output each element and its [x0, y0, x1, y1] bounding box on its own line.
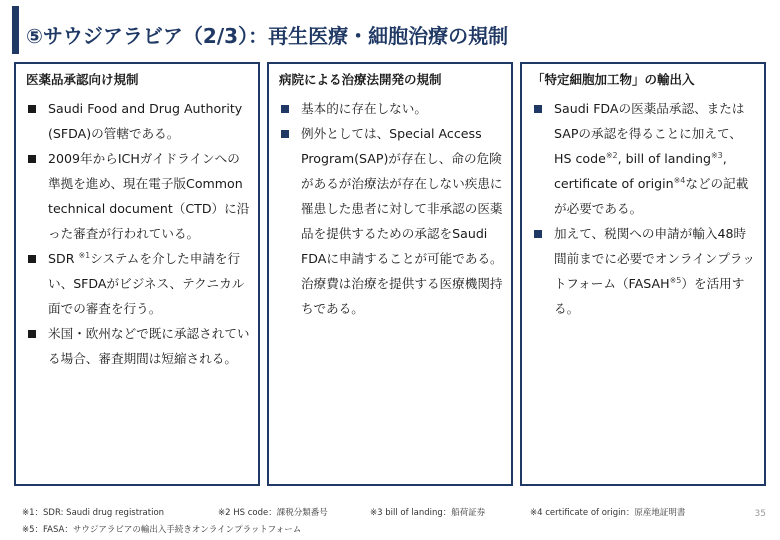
- footnote-ref: ※5: [669, 275, 682, 285]
- bullet-list: [279, 96, 503, 321]
- footnote-ref: ※4: [673, 175, 686, 185]
- square-bullet-icon: [28, 330, 36, 338]
- square-bullet-icon: [281, 105, 289, 113]
- square-bullet-icon: [28, 155, 36, 163]
- page-number: 35: [754, 509, 766, 519]
- footnote: ※5：FASA：サウジアラビアの輸出入手続きオンラインプラットフォーム: [22, 525, 302, 535]
- footnote-ref: ※1: [78, 250, 91, 260]
- square-bullet-icon: [534, 230, 542, 238]
- list-item: 加えて、税関への申請が輸入48時間前までに必要でオンラインプラットフォーム（FASAH$^{※5}$）を活用する。: [532, 221, 756, 321]
- footnote: ※2 HS code：課税分類番号: [218, 508, 328, 518]
- square-bullet-icon: [28, 255, 36, 263]
- footnote-ref: ※2: [605, 150, 618, 160]
- footnote: ※4 certificate of origin：原産地証明書: [530, 508, 686, 518]
- column-drug-approval: [14, 62, 260, 486]
- list-item: Saudi Food and Drug Authority (SFDA)の管轄である。: [26, 96, 250, 146]
- list-item: 基本的に存在しない。: [279, 96, 503, 121]
- list-item: SDR $^{※1}$システムを介した申請を行い、SFDAがビジネス、テクニカル面での審査を行う。: [26, 246, 250, 321]
- square-bullet-icon: [28, 105, 36, 113]
- list-item: Saudi FDAの医薬品承認、またはSAPの承認を得ることに加えて、HS code$^{※2}$, bill of landing$^{※3}$, certificate of origin$^{※4}$などの記載が必要である。: [532, 96, 756, 221]
- slide-title: ⑤サウジアラビア（2/3）：再生医療・細胞治療の規制: [26, 24, 509, 48]
- footnote-ref: ※3: [710, 150, 723, 160]
- bullet-list: [532, 96, 756, 321]
- footnote: ※1：SDR: Saudi drug registration: [22, 508, 165, 518]
- bullet-list: [26, 96, 250, 371]
- list-item: 2009年からICHガイドラインへの準拠を進め、現在電子版Common technical document（CTD）に沿った審査が行われている。: [26, 146, 250, 246]
- list-item: 米国・欧州などで既に承認されている場合、審査期間は短縮される。: [26, 321, 250, 371]
- column-heading: 「特定細胞加工物」の輸出入: [532, 72, 695, 87]
- square-bullet-icon: [281, 130, 289, 138]
- title-accent-bar: [12, 6, 19, 54]
- list-item: 例外としては、Special Access Program(SAP)が存在し、命の危険があるが治療法が存在しない疾患に罹患した患者に対して非承認の医薬品を提供するための承認をSaudi FDAに申請することが可能である。治療費は治療を提供する医療機関持ちである。: [279, 121, 503, 321]
- square-bullet-icon: [534, 105, 542, 113]
- column-import-export: [520, 62, 766, 486]
- column-heading: 病院による治療法開発の規制: [279, 72, 442, 87]
- footnote: ※3 bill of landing：船荷証券: [370, 508, 486, 518]
- column-heading: 医薬品承認向け規制: [26, 72, 139, 87]
- column-hospital-treatment: [267, 62, 513, 486]
